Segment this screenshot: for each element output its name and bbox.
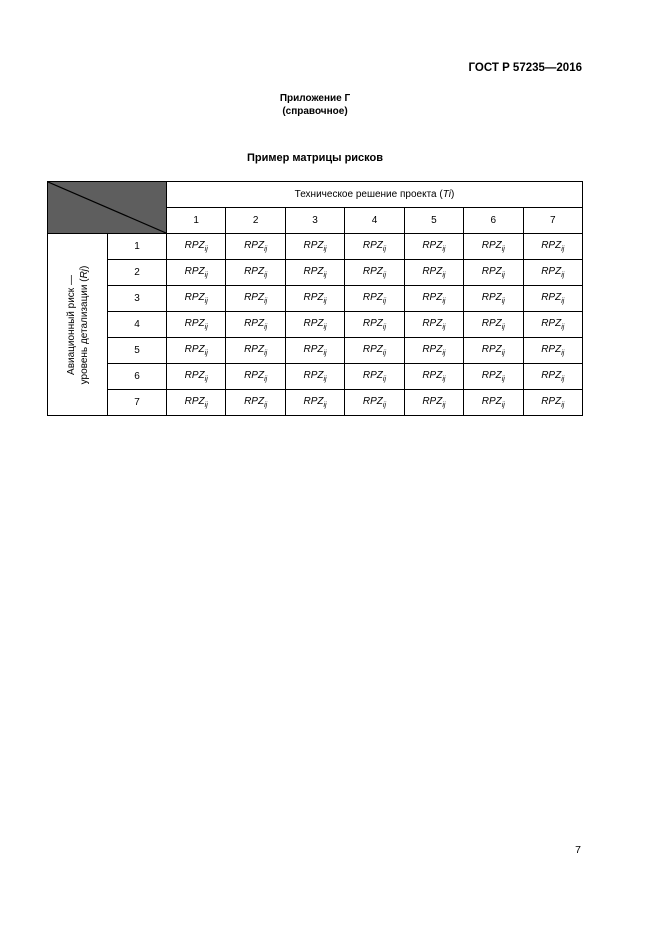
matrix-cell: $RPZ_{ij}$ [167,390,226,416]
column-number-3: 3 [285,208,344,234]
matrix-cell: $RPZ_{ij}$ [285,312,344,338]
matrix-cell: $RPZ_{ij}$ [345,338,404,364]
matrix-cell: $RPZ_{ij}$ [523,234,582,260]
matrix-cell: $RPZ_{ij}$ [226,312,285,338]
row-number-1: 1 [108,234,167,260]
table-row [48,234,583,260]
matrix-cell: $RPZ_{ij}$ [523,338,582,364]
matrix-cell: $RPZ_{ij}$ [523,312,582,338]
table-row [48,312,583,338]
row-number-4: 4 [108,312,167,338]
table-title: Пример матрицы рисков [246,152,384,164]
diagonal-divider [48,182,166,233]
matrix-cell: $RPZ_{ij}$ [226,390,285,416]
matrix-cell: $RPZ_{ij}$ [404,390,463,416]
matrix-cell: $RPZ_{ij}$ [167,260,226,286]
matrix-cell: $RPZ_{ij}$ [404,260,463,286]
row-number-7: 7 [108,390,167,416]
matrix-cell: $RPZ_{ij}$ [404,286,463,312]
matrix-cell: $RPZ_{ij}$ [345,390,404,416]
matrix-cell: $RPZ_{ij}$ [285,338,344,364]
matrix-cell: $RPZ_{ij}$ [167,338,226,364]
row-group-label [65,265,91,384]
column-number-7: 7 [523,208,582,234]
row-number-3: 3 [108,286,167,312]
matrix-cell: $RPZ_{ij}$ [464,364,523,390]
table-row [48,390,583,416]
matrix-cell: $RPZ_{ij}$ [285,286,344,312]
table-row [48,364,583,390]
matrix-cell: $RPZ_{ij}$ [345,286,404,312]
matrix-cell: $RPZ_{ij}$ [167,234,226,260]
column-number-2: 2 [226,208,285,234]
matrix-cell: $RPZ_{ij}$ [464,260,523,286]
matrix-cell: $RPZ_{ij}$ [345,260,404,286]
matrix-cell: $RPZ_{ij}$ [523,286,582,312]
matrix-cell: $RPZ_{ij}$ [464,338,523,364]
matrix-cell: $RPZ_{ij}$ [523,260,582,286]
matrix-cell: $RPZ_{ij}$ [285,260,344,286]
column-number-1: 1 [167,208,226,234]
matrix-cell: $RPZ_{ij}$ [464,286,523,312]
row-group-header [48,234,108,416]
document-code: ГОСТ Р 57235—2016 [468,62,582,74]
matrix-cell: $RPZ_{ij}$ [167,364,226,390]
matrix-cell: $RPZ_{ij}$ [226,338,285,364]
row-number-6: 6 [108,364,167,390]
matrix-cell: $RPZ_{ij}$ [464,390,523,416]
matrix-cell: $RPZ_{ij}$ [345,234,404,260]
matrix-cell: $RPZ_{ij}$ [404,312,463,338]
row-group-label-line2: уровень детализации (Rj) [78,265,90,384]
matrix-cell: $RPZ_{ij}$ [523,390,582,416]
table-corner-cell [48,182,167,234]
matrix-cell: $RPZ_{ij}$ [285,234,344,260]
column-number-5: 5 [404,208,463,234]
matrix-cell: $RPZ_{ij}$ [464,312,523,338]
row-number-5: 5 [108,338,167,364]
matrix-cell: $RPZ_{ij}$ [404,234,463,260]
matrix-cell: $RPZ_{ij}$ [226,286,285,312]
appendix-title: Приложение Г [279,93,351,104]
matrix-cell: $RPZ_{ij}$ [226,234,285,260]
matrix-cell: $RPZ_{ij}$ [523,364,582,390]
matrix-cell: $RPZ_{ij}$ [345,364,404,390]
appendix-heading [0,92,630,118]
risk-matrix-table [47,181,583,416]
column-number-4: 4 [345,208,404,234]
page-number: 7 [575,844,581,856]
matrix-cell: $RPZ_{ij}$ [404,364,463,390]
matrix-cell: $RPZ_{ij}$ [285,390,344,416]
matrix-cell: $RPZ_{ij}$ [404,338,463,364]
column-group-header: Техническое решение проекта (Ti) [167,182,583,208]
column-number-6: 6 [464,208,523,234]
table-row [48,338,583,364]
matrix-cell: $RPZ_{ij}$ [464,234,523,260]
matrix-cell: $RPZ_{ij}$ [226,260,285,286]
matrix-cell: $RPZ_{ij}$ [285,364,344,390]
appendix-subtitle: (справочное) [282,106,348,117]
matrix-cell: $RPZ_{ij}$ [345,312,404,338]
table-row [48,286,583,312]
matrix-cell: $RPZ_{ij}$ [226,364,285,390]
matrix-cell: $RPZ_{ij}$ [167,312,226,338]
matrix-cell: $RPZ_{ij}$ [167,286,226,312]
table-row [48,260,583,286]
row-number-2: 2 [108,260,167,286]
row-group-label-line1: Авиационный риск — [65,274,77,375]
